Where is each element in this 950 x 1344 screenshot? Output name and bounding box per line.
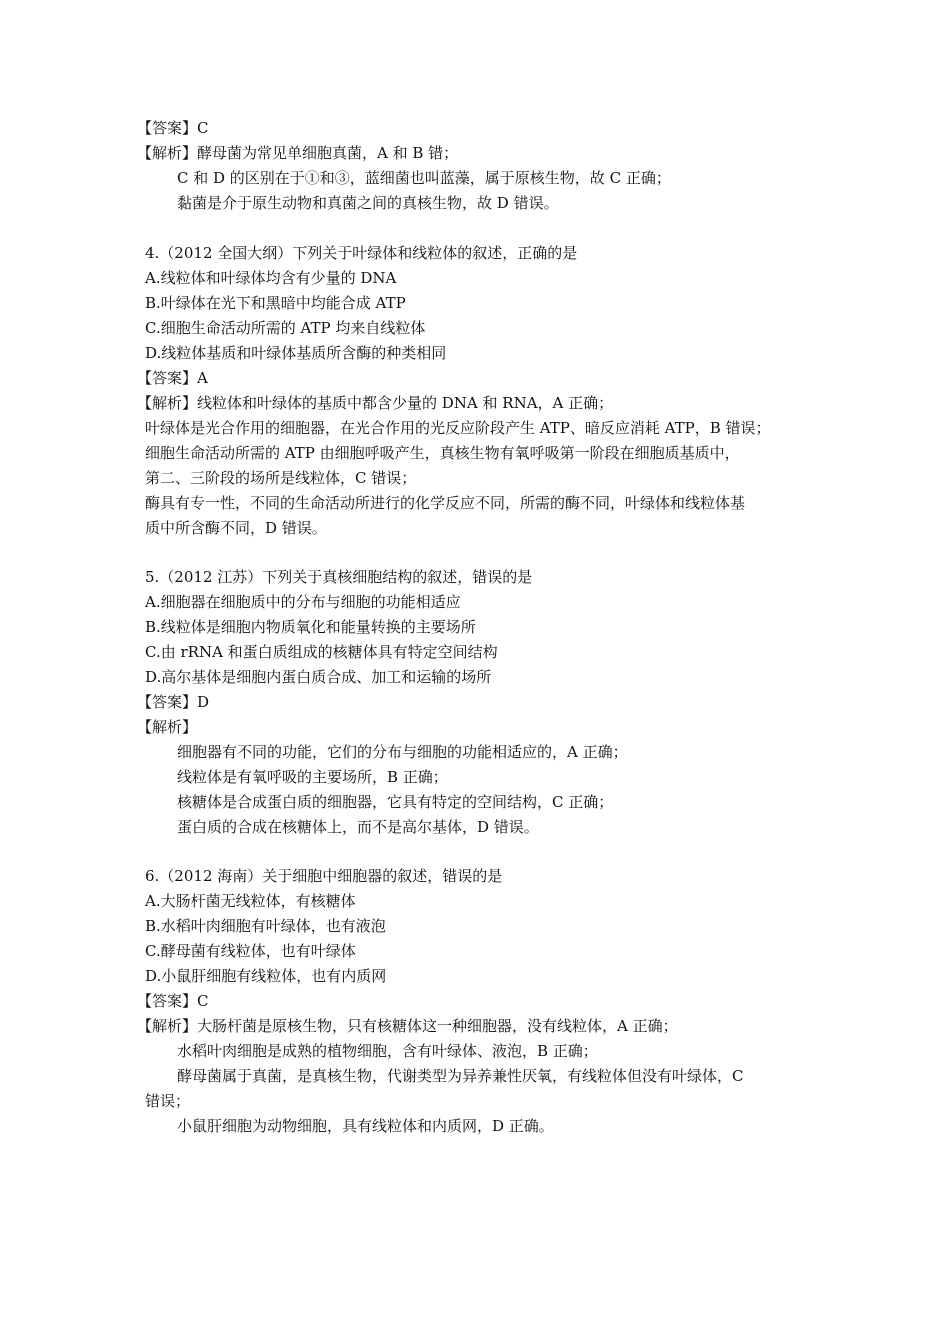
explanation-line: 细胞生命活动所需的 ATP 由细胞呼吸产生，真核生物有氧呼吸第一阶段在细胞质基质中， (145, 444, 740, 462)
explanation-line: 蛋白质的合成在核糖体上，而不是高尔基体，D 错误。 (177, 818, 539, 836)
option-d: D.高尔基体是细胞内蛋白质合成、加工和运输的场所 (145, 668, 492, 686)
option-a: A.细胞器在细胞质中的分布与细胞的功能相适应 (145, 593, 461, 611)
explanation-line: 【解析】酵母菌为常见单细胞真菌，A 和 B 错； (137, 144, 459, 162)
option-b: B.叶绿体在光下和黑暗中均能合成 ATP (145, 294, 406, 312)
explanation-line: 细胞器有不同的功能，它们的分布与细胞的功能相适应的，A 正确； (177, 743, 628, 761)
explanation-line: 线粒体是有氧呼吸的主要场所，B 正确； (177, 768, 448, 786)
question-4-stem: 4.（2012 全国大纲）下列关于叶绿体和线粒体的叙述，正确的是 (145, 244, 578, 262)
option-b: B.线粒体是细胞内物质氧化和能量转换的主要场所 (145, 618, 476, 636)
option-a: A.线粒体和叶绿体均含有少量的 DNA (145, 269, 397, 287)
option-c: C.酵母菌有线粒体，也有叶绿体 (145, 942, 356, 960)
explanation-line: 【解析】线粒体和叶绿体的基质中都含少量的 DNA 和 RNA，A 正确； (137, 394, 614, 412)
question-6-stem: 6.（2012 海南）关于细胞中细胞器的叙述，错误的是 (145, 867, 503, 885)
explanation-line: 第二、三阶段的场所是线粒体，C 错误； (145, 469, 417, 487)
option-c: C.由 rRNA 和蛋白质组成的核糖体具有特定空间结构 (145, 643, 498, 661)
answer-line: 【答案】A (137, 369, 208, 387)
explanation-line: 质中所含酶不同，D 错误。 (145, 519, 327, 537)
explanation-line: 黏菌是介于原生动物和真菌之间的真核生物，故 D 错误。 (177, 194, 559, 212)
question-5-stem: 5.（2012 江苏）下列关于真核细胞结构的叙述，错误的是 (145, 568, 533, 586)
explanation-line: 水稻叶肉细胞是成熟的植物细胞，含有叶绿体、液泡，B 正确； (177, 1042, 598, 1060)
option-a: A.大肠杆菌无线粒体，有核糖体 (145, 892, 356, 910)
explanation-line: 叶绿体是光合作用的细胞器，在光合作用的光反应阶段产生 ATP、暗反应消耗 ATP，B 错误； (145, 419, 771, 437)
answer-line: 【答案】C (137, 119, 209, 137)
explanation-line: 小鼠肝细胞为动物细胞，具有线粒体和内质网，D 正确。 (177, 1117, 554, 1135)
explanation-line: 错误； (145, 1092, 191, 1110)
option-b: B.水稻叶肉细胞有叶绿体，也有液泡 (145, 917, 386, 935)
explanation-line: 酶具有专一性，不同的生命活动所进行的化学反应不同，所需的酶不同，叶绿体和线粒体基 (145, 494, 746, 512)
answer-line: 【答案】D (137, 693, 210, 711)
option-d: D.线粒体基质和叶绿体基质所含酶的种类相同 (145, 344, 447, 362)
explanation-line: 酵母菌属于真菌，是真核生物，代谢类型为异养兼性厌氧，有线粒体但没有叶绿体，C (177, 1067, 744, 1085)
option-d: D.小鼠肝细胞有线粒体，也有内质网 (145, 967, 387, 985)
answer-line: 【答案】C (137, 992, 209, 1010)
explanation-line: C 和 D 的区别在于①和③，蓝细菌也叫蓝藻，属于原核生物，故 C 正确； (177, 169, 671, 187)
explanation-line: 【解析】 (137, 718, 198, 736)
option-c: C.细胞生命活动所需的 ATP 均来自线粒体 (145, 319, 426, 337)
explanation-line: 核糖体是合成蛋白质的细胞器，它具有特定的空间结构，C 正确； (177, 793, 614, 811)
explanation-line: 【解析】大肠杆菌是原核生物，只有核糖体这一种细胞器，没有线粒体，A 正确； (137, 1017, 678, 1035)
